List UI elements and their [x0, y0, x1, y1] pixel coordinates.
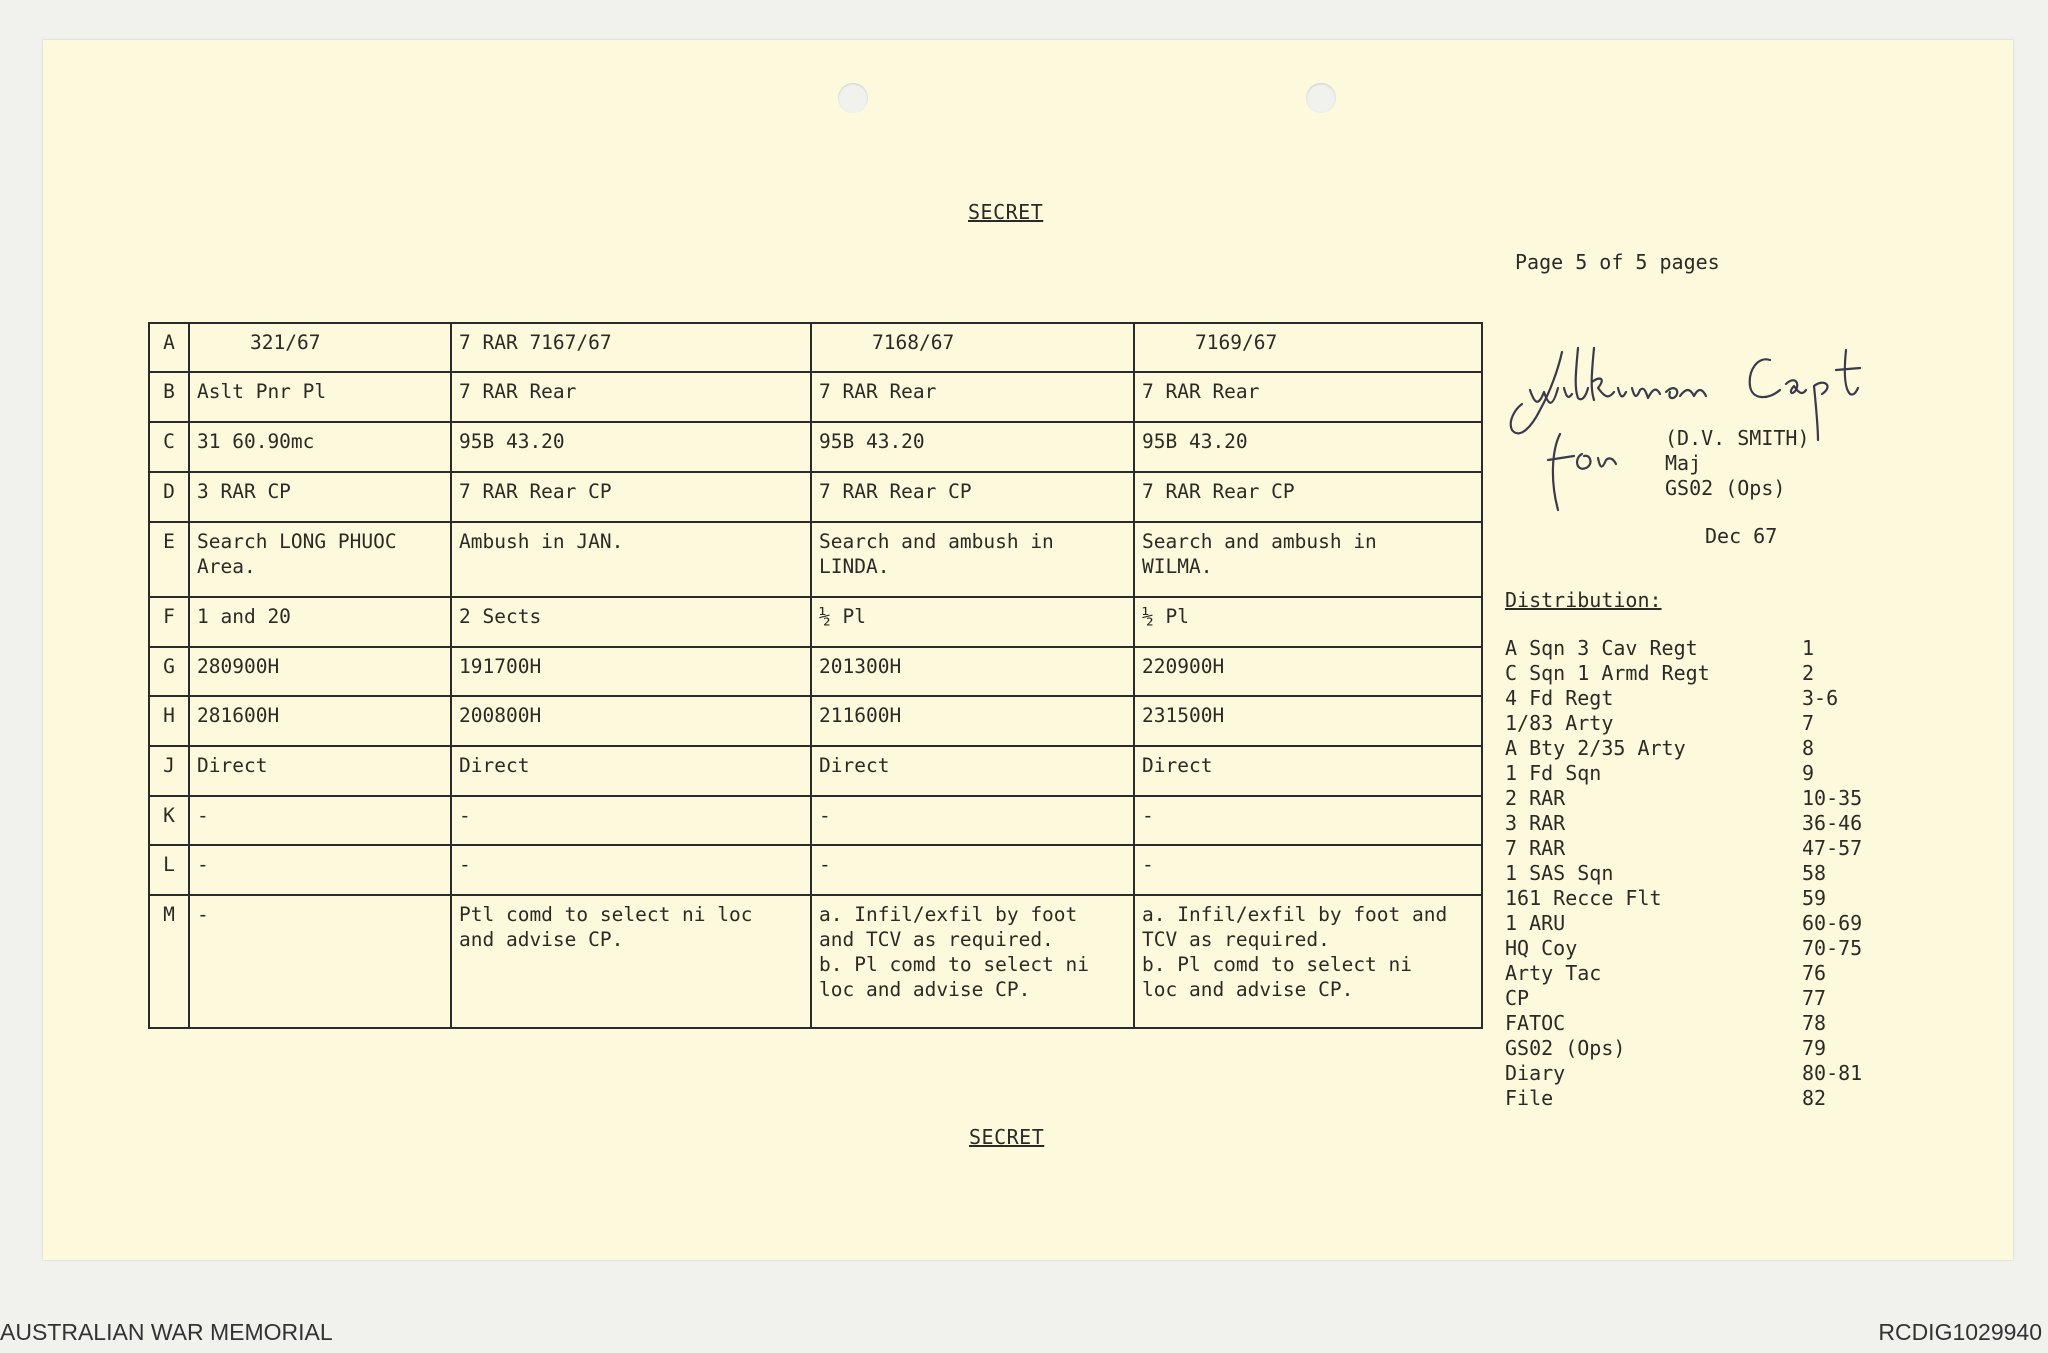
table-cell: 1 and 20 [189, 597, 451, 647]
distribution-copies: 10-35 [1802, 786, 1863, 810]
distribution-unit: GS02 (Ops) [1505, 1036, 1626, 1060]
table-cell: 7 RAR Rear CP [1134, 472, 1482, 522]
distribution-unit: FATOC [1505, 1011, 1566, 1035]
table-cell: - [189, 796, 451, 845]
punch-hole [1306, 83, 1336, 113]
row-label: M [149, 895, 189, 1028]
distribution-unit: A Sqn 3 Cav Regt [1505, 636, 1698, 660]
distribution-copies: 47-57 [1802, 836, 1863, 860]
signatory-rank: Maj [1665, 451, 1702, 475]
distribution-unit: 1/83 Arty [1505, 711, 1614, 735]
distribution-entry [1505, 1036, 1925, 1061]
table-cell: Search LONG PHUOC Area. [189, 522, 451, 597]
distribution-entry [1505, 886, 1925, 911]
table-row [149, 746, 1482, 796]
classification-bottom: SECRET [969, 1125, 1045, 1149]
distribution-entry [1505, 911, 1925, 936]
distribution-entry [1505, 936, 1925, 961]
table-cell: 7 RAR Rear [451, 372, 811, 422]
table-row [149, 796, 1482, 845]
table-cell: Direct [451, 746, 811, 796]
table-cell: 2 Sects [451, 597, 811, 647]
signature-block [1500, 330, 1980, 560]
table-cell: 95B 43.20 [1134, 422, 1482, 472]
distribution-copies: 3-6 [1802, 686, 1839, 710]
row-label: A [149, 323, 189, 372]
table-cell: - [811, 845, 1134, 895]
distribution-unit: 7 RAR [1505, 836, 1566, 860]
row-label: J [149, 746, 189, 796]
table-cell: 211600H [811, 696, 1134, 746]
distribution-unit: Arty Tac [1505, 961, 1602, 985]
distribution-entry [1505, 786, 1925, 811]
table-cell: 7 RAR 7167/67 [451, 323, 811, 372]
table-cell: 191700H [451, 647, 811, 696]
table-cell: - [811, 796, 1134, 845]
table-row [149, 895, 1482, 1028]
distribution-heading: Distribution: [1505, 588, 1662, 612]
distribution-unit: 1 SAS Sqn [1505, 861, 1614, 885]
table-cell: 7 RAR Rear [1134, 372, 1482, 422]
distribution-copies: 76 [1802, 961, 1827, 985]
distribution-copies: 82 [1802, 1086, 1827, 1110]
table-cell: Aslt Pnr Pl [189, 372, 451, 422]
distribution-unit: 1 ARU [1505, 911, 1566, 935]
table-cell: 281600H [189, 696, 451, 746]
table-cell: 231500H [1134, 696, 1482, 746]
table-cell: - [1134, 845, 1482, 895]
table-cell: 220900H [1134, 647, 1482, 696]
distribution-copies: 79 [1802, 1036, 1827, 1060]
table-cell: - [451, 796, 811, 845]
signatory-name: (D.V. SMITH) [1665, 426, 1810, 450]
distribution-unit: HQ Coy [1505, 936, 1578, 960]
table-cell: - [189, 895, 451, 1028]
operations-table [148, 322, 1483, 1029]
footer-image-id: RCDIG1029940 [1878, 1319, 2042, 1345]
table-row [149, 323, 1482, 372]
distribution-copies: 80-81 [1802, 1061, 1863, 1085]
distribution-copies: 60-69 [1802, 911, 1863, 935]
table-row [149, 472, 1482, 522]
table-row [149, 845, 1482, 895]
row-label: F [149, 597, 189, 647]
table-cell: Search and ambush in LINDA. [811, 522, 1134, 597]
distribution-copies: 2 [1802, 661, 1815, 685]
table-row [149, 647, 1482, 696]
table-cell: 95B 43.20 [451, 422, 811, 472]
table-cell: Direct [811, 746, 1134, 796]
distribution-entry [1505, 711, 1925, 736]
distribution-entry [1505, 736, 1925, 761]
distribution-copies: 78 [1802, 1011, 1827, 1035]
distribution-entry [1505, 1011, 1925, 1036]
distribution-entry [1505, 636, 1925, 661]
distribution-entry [1505, 986, 1925, 1011]
distribution-copies: 7 [1802, 711, 1815, 735]
distribution-entry [1505, 811, 1925, 836]
distribution-unit: A Bty 2/35 Arty [1505, 736, 1686, 760]
row-label: H [149, 696, 189, 746]
distribution-entry [1505, 686, 1925, 711]
distribution-entry [1505, 861, 1925, 886]
table-cell: - [1134, 796, 1482, 845]
table-cell: 7 RAR Rear CP [451, 472, 811, 522]
distribution-unit: 3 RAR [1505, 811, 1566, 835]
signatory-appointment: GS02 (Ops) [1665, 476, 1786, 500]
table-row [149, 372, 1482, 422]
distribution-unit: 161 Recce Flt [1505, 886, 1662, 910]
row-label: E [149, 522, 189, 597]
table-cell: 7168/67 [811, 323, 1134, 372]
table-row [149, 597, 1482, 647]
distribution-entry [1505, 1061, 1925, 1086]
table-cell: 7 RAR Rear CP [811, 472, 1134, 522]
distribution-copies: 59 [1802, 886, 1827, 910]
distribution-unit: File [1505, 1086, 1554, 1110]
distribution-unit: 1 Fd Sqn [1505, 761, 1602, 785]
table-cell: a. Infil/exfil by foot and TCV as required. b. Pl comd to select ni loc and advise CP. [1134, 895, 1482, 1028]
distribution-unit: 4 Fd Regt [1505, 686, 1614, 710]
table-cell: Search and ambush in WILMA. [1134, 522, 1482, 597]
distribution-entry [1505, 661, 1925, 686]
classification-top: SECRET [968, 200, 1044, 224]
table-cell: Ambush in JAN. [451, 522, 811, 597]
table-cell: - [451, 845, 811, 895]
row-label: B [149, 372, 189, 422]
row-label: K [149, 796, 189, 845]
distribution-entry [1505, 761, 1925, 786]
distribution-list [1505, 636, 1925, 1111]
table-cell: 201300H [811, 647, 1134, 696]
table-cell: a. Infil/exfil by foot and TCV as required. b. Pl comd to select ni loc and advise CP. [811, 895, 1134, 1028]
distribution-unit: 2 RAR [1505, 786, 1566, 810]
table-cell: - [189, 845, 451, 895]
distribution-copies: 77 [1802, 986, 1827, 1010]
distribution-unit: CP [1505, 986, 1530, 1010]
operations-table-body [149, 323, 1482, 1028]
table-cell: 3 RAR CP [189, 472, 451, 522]
table-cell: 7169/67 [1134, 323, 1482, 372]
table-cell: 31 60.90mc [189, 422, 451, 472]
row-label: G [149, 647, 189, 696]
distribution-copies: 36-46 [1802, 811, 1863, 835]
distribution-unit: C Sqn 1 Armd Regt [1505, 661, 1710, 685]
table-row [149, 522, 1482, 597]
distribution-copies: 8 [1802, 736, 1815, 760]
row-label: D [149, 472, 189, 522]
table-cell: Ptl comd to select ni loc and advise CP. [451, 895, 811, 1028]
table-row [149, 422, 1482, 472]
punch-hole [838, 83, 868, 113]
document-date: Dec 67 [1705, 524, 1778, 548]
row-label: L [149, 845, 189, 895]
footer-institution: AUSTRALIAN WAR MEMORIAL [0, 1319, 333, 1345]
page-number: Page 5 of 5 pages [1515, 250, 1720, 274]
table-cell: 280900H [189, 647, 451, 696]
table-cell: 321/67 [189, 323, 451, 372]
table-cell: ½ Pl [811, 597, 1134, 647]
distribution-copies: 9 [1802, 761, 1815, 785]
table-cell: 7 RAR Rear [811, 372, 1134, 422]
distribution-entry [1505, 961, 1925, 986]
distribution-copies: 58 [1802, 861, 1827, 885]
table-cell: ½ Pl [1134, 597, 1482, 647]
distribution-copies: 1 [1802, 636, 1815, 660]
table-cell: Direct [189, 746, 451, 796]
distribution-entry [1505, 836, 1925, 861]
table-cell: 95B 43.20 [811, 422, 1134, 472]
table-cell: 200800H [451, 696, 811, 746]
distribution-entry [1505, 1086, 1925, 1111]
table-row [149, 696, 1482, 746]
distribution-unit: Diary [1505, 1061, 1566, 1085]
row-label: C [149, 422, 189, 472]
distribution-copies: 70-75 [1802, 936, 1863, 960]
table-cell: Direct [1134, 746, 1482, 796]
